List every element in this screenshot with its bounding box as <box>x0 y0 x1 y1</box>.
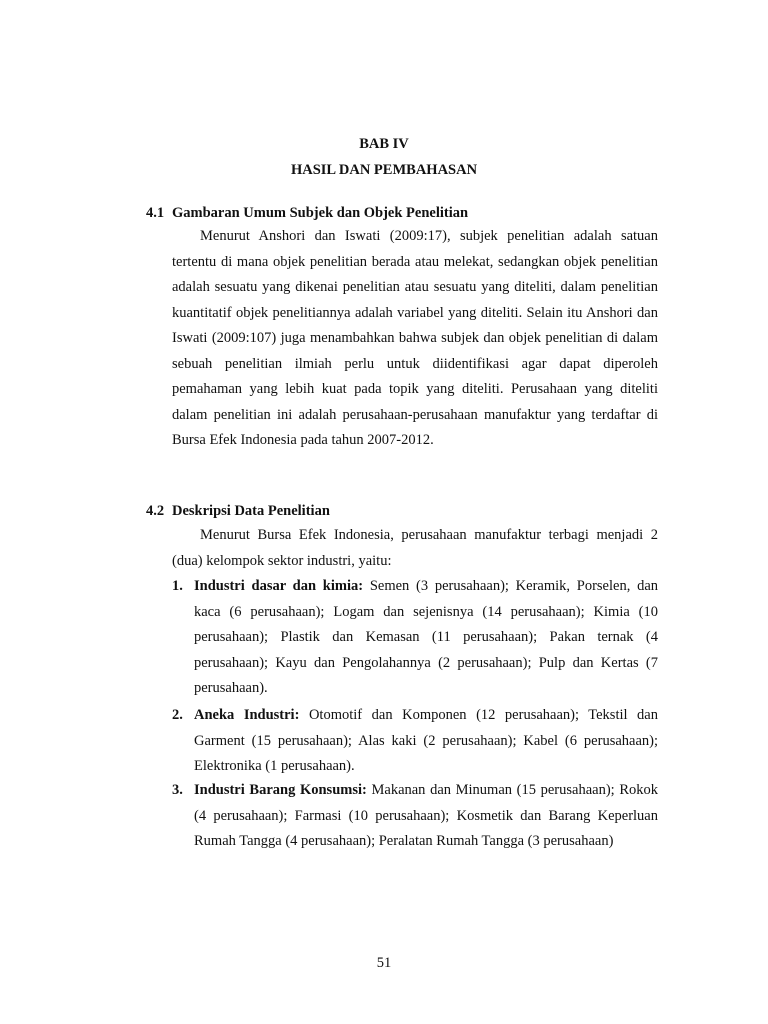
section-paragraph: Menurut Bursa Efek Indonesia, perusahaan manufaktur terbagi menjadi 2 (dua) kelompok sektor industri, yaitu: <box>172 527 658 569</box>
list-item-body <box>194 574 658 702</box>
section-title: Deskripsi Data Penelitian <box>172 503 330 519</box>
section-number: 4.2 <box>146 503 165 519</box>
list-item-text: Otomotif dan Komponen (12 perusahaan); Tekstil dan Garment (15 perusahaan); Alas kaki (2 perusahaan); Kabel (6 perusahaan); Elektronika (1 perusahaan). <box>194 707 658 774</box>
list-item-heading: Industri dasar dan kimia: <box>194 578 364 594</box>
section-title: Gambaran Umum Subjek dan Objek Penelitian <box>172 205 469 221</box>
list-item-heading: Industri Barang Konsumsi: <box>194 782 367 798</box>
chapter-label: BAB IV <box>359 136 409 152</box>
list-item-body <box>194 778 658 855</box>
page-number: 51 <box>376 955 392 971</box>
list-item-number: 2. <box>172 707 183 723</box>
chapter-title: HASIL DAN PEMBAHASAN <box>290 162 478 178</box>
list-item-body <box>194 703 658 780</box>
section-number: 4.1 <box>146 205 165 221</box>
list-item-number: 3. <box>172 782 183 798</box>
list-item-text: Makanan dan Minuman (15 perusahaan); Rokok (4 perusahaan); Farmasi (10 perusahaan); Kosmetik dan Barang Keperluan Rumah Tangga (4 perusahaan); Peralatan Rumah Tangga (3 perusahaan) <box>194 782 659 849</box>
list-item-text: Semen (3 perusahaan); Keramik, Porselen, dan kaca (6 perusahaan); Logam dan sejenisnya (14 perusahaan); Kimia (10 perusahaan); Plastik dan Kemasan (11 perusahaan); Pakan ternak (4 perusahaan); Kayu dan Pengolahannya (2 perusahaan); Pulp dan Kertas (7 perusahaan). <box>194 578 659 696</box>
section-paragraph: Menurut Anshori dan Iswati (2009:17), subjek penelitian adalah satuan tertentu di mana objek penelitian berada atau melekat, sedangkan objek penelitian adalah sesuatu yang dikenai penelitian atau sesuatu yang diteliti, dalam penelitian kuantitatif objek penelitiannya adalah variabel yang diteliti. Selain itu Anshori dan Iswati (2009:107) juga menambahkan bahwa subjek dan objek penelitian di dalam sebuah penelitian ilmiah perlu untuk diidentifikasi agar dapat diperoleh pemahaman yang lebih kuat pada topik yang diteliti. Perusahaan yang diteliti dalam penelitian ini adalah perusahaan-perusahaan manufaktur yang terdaftar di Bursa Efek Indonesia pada tahun 2007-2012. <box>172 228 658 448</box>
list-item-heading: Aneka Industri: <box>194 707 300 723</box>
list-item-number: 1. <box>172 578 183 594</box>
